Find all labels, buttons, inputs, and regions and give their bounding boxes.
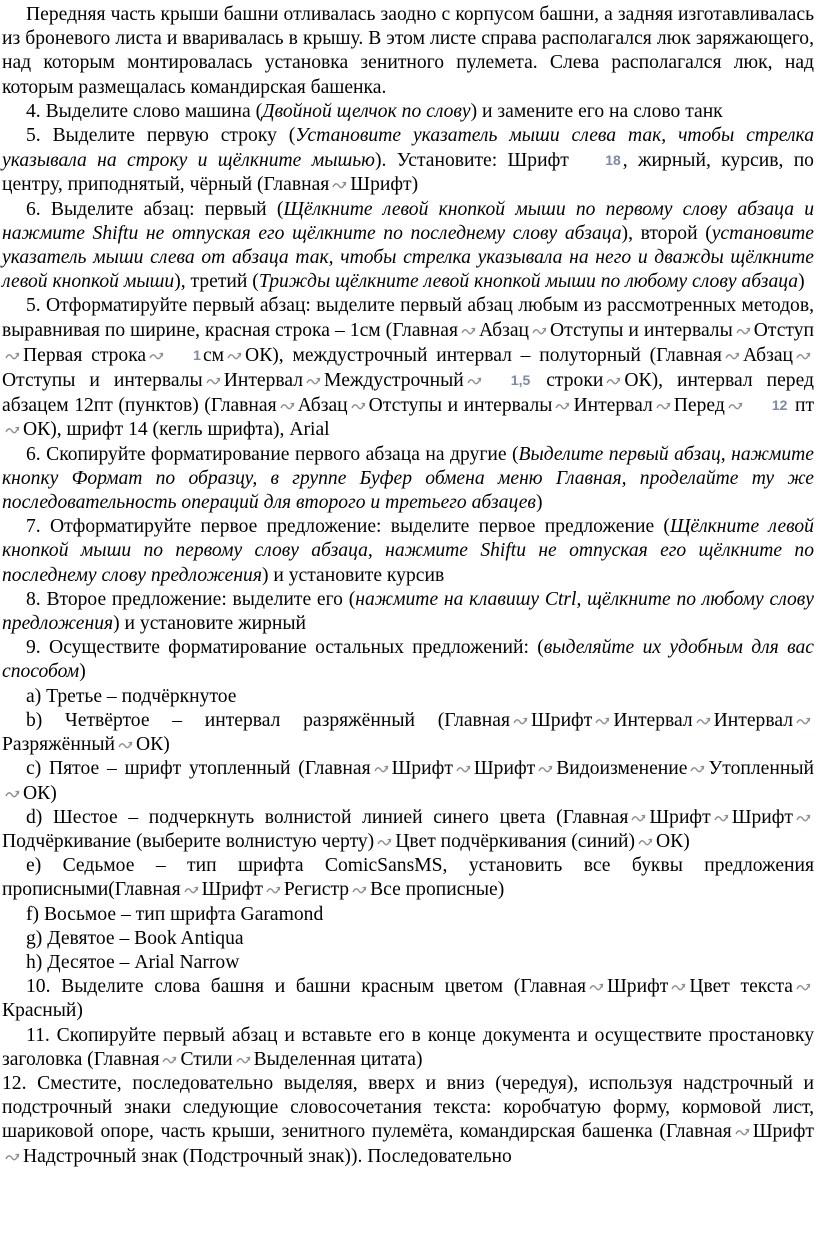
task-6-copy-format: [2, 443, 814, 516]
list-item-h: [2, 951, 814, 975]
list-item-text: Подчёркивание (выберите волнистую черту): [2, 830, 375, 852]
list-item-text: Регистр: [283, 879, 350, 901]
list-item-text: a) Третье – подчёркнутое: [26, 685, 237, 707]
task-text: Абзац: [297, 395, 348, 417]
task-text: ОК), шрифт 14 (кегль шрифта), Arial: [23, 419, 330, 441]
task-hint: Трижды щёлкните левой кнопкой мыши по любому слову абзаца: [258, 271, 799, 293]
font-size-value: 18: [605, 152, 621, 169]
arrow-icon: [555, 401, 570, 411]
list-item-text: Цвет подчёркивания (синий): [395, 830, 635, 852]
arrow-icon: [736, 326, 751, 336]
task-text: 7. Отформатируйте первое предложение: выделите первое предложение (: [26, 516, 670, 538]
task-text: 9. Осуществите форматирование остальных предложений: (: [26, 637, 544, 659]
task-text: ): [79, 661, 86, 683]
arrow-icon: [149, 351, 164, 361]
arrow-icon: [5, 789, 20, 799]
task-hint: Установите указатель мыши слева так, чтобы стрелка указывала на строку и щёлкните мышью: [2, 125, 814, 172]
task-text: Шрифт): [350, 174, 419, 196]
arrow-icon: [796, 351, 811, 361]
task-text: ): [535, 492, 543, 514]
task-text: , жирный, курсив, по центру, приподнятый, чёрный (Главная: [2, 150, 814, 196]
list-item-text: d) Шестое – подчеркнуть волнистой линией синего цвета (Главная: [26, 806, 629, 828]
task-text: ), третий (: [174, 271, 259, 293]
task-text: Абзац: [478, 319, 530, 341]
task-text: Цвет текста: [689, 976, 794, 998]
task-text: Красный): [2, 1000, 83, 1022]
list-item-text: b) Четвёртое – интервал разряжённый (Главная: [26, 709, 510, 731]
task-text: Интервал: [223, 370, 304, 392]
list-item-text: Шрифт: [531, 709, 593, 731]
arrow-icon: [595, 716, 610, 726]
arrow-icon: [714, 813, 729, 823]
list-item-text: Видоизменение: [556, 758, 688, 780]
task-6-select-paragraph: [2, 198, 814, 295]
task-text: ): [798, 271, 805, 293]
task-hint: Двойной щелчок по слову: [262, 100, 471, 122]
task-text: Отступ: [753, 319, 815, 341]
intro-paragraph: [2, 3, 814, 100]
arrow-icon: [306, 376, 321, 386]
list-item-text: Утопленный: [708, 758, 814, 780]
list-item-text: Шрифт: [649, 806, 711, 828]
arrow-icon: [118, 740, 133, 750]
arrow-icon: [456, 764, 471, 774]
task-text: 10. Выделите слова башня и башни красным цветом (Главная: [26, 976, 587, 998]
task-hint: Щёлкните левой кнопкой мыши по первому слову абзаца, нажмите Shiftи не отпуская его щёлкните по последнему слову предложения: [2, 516, 814, 586]
task-text: 4. Выделите слово машина (: [26, 100, 263, 122]
line-spacing-value: 1,5: [510, 372, 531, 389]
task-text: пт: [794, 395, 815, 417]
arrow-icon: [352, 885, 367, 895]
task-10: [2, 975, 814, 1023]
task-text: ОК), интервал перед абзацем 12пт (пунктов) (Главная: [2, 370, 814, 417]
arrow-icon: [606, 376, 621, 386]
intro-text: Передняя часть крыши башни отливалась заодно с корпусом башни, а задняя изготавливалась из броневого листа и вваривалась в крышу. В этом листе справа располагался люк заряжающего, над которым монтировалась установка зенитного пулемета. Слева располагался люк, над которым размещалась командирская башенка.: [2, 4, 814, 98]
list-item-text: c) Пятое – шрифт утопленный (Главная: [26, 758, 371, 780]
task-text: Шрифт: [607, 976, 669, 998]
task-text: Отступы и интервалы: [2, 370, 203, 392]
arrow-icon: [725, 351, 740, 361]
task-text: Перед: [673, 395, 725, 417]
list-item-g: [2, 927, 814, 951]
task-text: Отступы и интервалы: [550, 319, 733, 341]
list-item-text: ОК): [655, 830, 690, 852]
list-item-text: Шрифт: [731, 806, 793, 828]
arrow-icon: [351, 401, 366, 411]
document-page: [2, 3, 814, 1169]
task-11: [2, 1024, 814, 1072]
list-item-text: Интервал: [713, 709, 793, 731]
arrow-icon: [162, 1055, 177, 1065]
task-8: [2, 588, 814, 636]
arrow-icon: [690, 764, 705, 774]
list-item-text: Шрифт: [391, 758, 453, 780]
list-item-text: h) Десятое – Arial Narrow: [26, 951, 240, 973]
task-hint: Щёлкните левой кнопкой мыши по первому слову абзаца и нажмите Shiftи не отпуская его щёлкните по последнему слову абзаца: [2, 198, 814, 244]
arrow-icon: [5, 351, 20, 361]
task-text: Надстрочный знак (Подстрочный знак)). Последовательно: [23, 1145, 512, 1167]
task-hint: нажмите на клавишу Ctrl, щёлкните по любому слову предложения: [2, 588, 814, 635]
task-text: Стили: [180, 1048, 233, 1070]
arrow-icon: [796, 813, 811, 823]
arrow-icon: [728, 401, 743, 411]
task-hint: установите указатель мыши слева от абзаца так, чтобы стрелка указывала на него и дважды щёлкните левой кнопкой мыши: [2, 222, 814, 293]
task-12: [2, 1072, 814, 1169]
arrow-icon: [377, 837, 392, 847]
list-item-text: Все прописные): [370, 879, 505, 901]
arrow-icon: [513, 716, 528, 726]
arrow-icon: [5, 425, 20, 435]
task-text: 12. Сместите, последовательно выделяя, вверх и вниз (чередуя), используя надстрочный и подстрочный знаки следующие словосочетания текста: коробчатую форму, кормовой лист, шариковой опоре, часть крыши, зенитного пулемёта, командирская башенка (Главная: [2, 1072, 814, 1143]
task-text: Отступы и интервалы: [368, 395, 553, 417]
arrow-icon: [671, 982, 686, 992]
list-item-f: [2, 903, 814, 927]
list-item-c: [2, 757, 814, 805]
arrow-icon: [236, 1055, 251, 1065]
list-item-a: [2, 685, 814, 709]
task-text: Интервал: [573, 395, 653, 417]
list-item-b: [2, 709, 814, 757]
task-5-first-line: [2, 124, 814, 198]
list-item-text: ОК): [23, 782, 57, 804]
arrow-icon: [638, 837, 653, 847]
arrow-icon: [467, 376, 482, 386]
arrow-icon: [735, 1127, 750, 1137]
list-item-text: f) Восьмое – тип шрифта Garamond: [26, 903, 324, 925]
task-text: ), второй (: [621, 222, 712, 244]
task-text: 6. Выделите абзац: первый (: [26, 198, 284, 220]
task-text: ) и замените его на слово танк: [470, 100, 723, 122]
task-text: Шрифт: [752, 1121, 814, 1143]
task-9: [2, 636, 814, 684]
list-item-text: Шрифт: [473, 758, 536, 780]
list-item-text: Разряжённый: [2, 734, 115, 756]
arrow-icon: [656, 401, 671, 411]
arrow-icon: [696, 716, 711, 726]
task-text: Первая строка: [23, 344, 147, 366]
task-text: 8. Второе предложение: выделите его (: [26, 588, 356, 610]
task-text: ). Установите: Шрифт: [375, 150, 569, 172]
task-text: см: [202, 344, 225, 366]
list-item-text: ОК): [136, 734, 170, 756]
arrow-icon: [227, 351, 242, 361]
task-text: 11. Скопируйте первый абзац и вставьте его в конце документа и осуществите простановку заголовка (Главная: [2, 1024, 814, 1070]
arrow-icon: [266, 885, 281, 895]
arrow-icon: [5, 1152, 20, 1162]
arrow-icon: [332, 180, 347, 190]
task-7: [2, 515, 814, 588]
list-item-text: g) Девятое – Book Antiqua: [26, 927, 244, 949]
arrow-icon: [184, 885, 199, 895]
spacing-before-value: 12: [771, 397, 788, 414]
indent-value: 1: [193, 346, 201, 363]
task-text: ) и установите курсив: [261, 564, 445, 586]
task-text: Выделенная цитата): [253, 1048, 423, 1070]
task-text: Междустрочный: [324, 370, 464, 392]
task-text: ОК), междустрочный интервал – полуторный (Главная: [245, 344, 722, 366]
arrow-icon: [796, 982, 811, 992]
task-text: 6. Скопируйте форматирование первого абзаца на другие (: [26, 443, 519, 465]
list-item-d: [2, 806, 814, 854]
arrow-icon: [796, 716, 811, 726]
arrow-icon: [532, 326, 547, 336]
task-text: Абзац: [742, 344, 793, 366]
task-text: 5. Отформатируйте первый абзац: выделите первый абзац любым из рассмотренных методов, выравнивая по ширине, красная строка – 1см (Главная: [2, 295, 814, 341]
task-hint: выделяйте их удобным для вас способом: [2, 637, 814, 683]
task-4: [2, 100, 814, 124]
task-text: 5. Выделите первую строку (: [26, 125, 296, 147]
list-item-e: [2, 854, 814, 902]
list-item-text: Интервал: [613, 709, 693, 731]
task-text: строки: [546, 370, 604, 392]
arrow-icon: [589, 982, 604, 992]
task-text: ) и установите жирный: [113, 613, 307, 635]
list-item-text: Шрифт: [201, 879, 263, 901]
arrow-icon: [538, 764, 553, 774]
arrow-icon: [280, 401, 295, 411]
arrow-icon: [631, 813, 646, 823]
arrow-icon: [461, 326, 476, 336]
arrow-icon: [206, 376, 221, 386]
arrow-icon: [374, 764, 389, 774]
list-item-text: e) Седьмое – тип шрифта ComicSansMS, установить все буквы предложения прописными(Главная: [2, 855, 814, 901]
task-hint: Выделите первый абзац, нажмите кнопку Формат по образцу, в группе Буфер обмена меню Главная, проделайте ту же последовательность операций для второго и третьего абзацев: [2, 443, 814, 514]
task-5-format-paragraph: [2, 294, 814, 442]
